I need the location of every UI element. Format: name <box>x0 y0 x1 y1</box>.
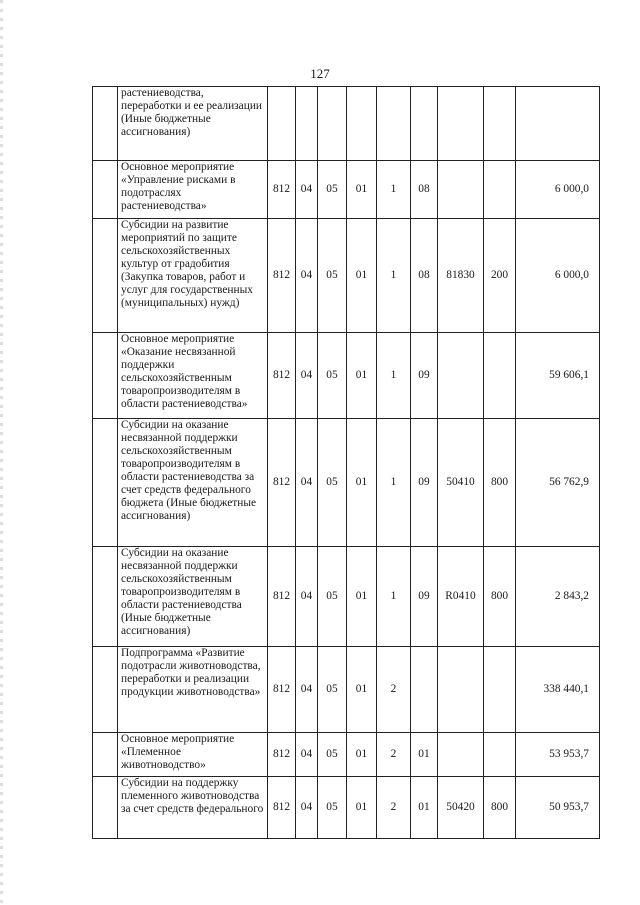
table-row <box>93 419 600 547</box>
cell-subprogram: 1 <box>377 333 411 419</box>
row-name: Основное мероприятие «Племенное животноводство» <box>118 733 268 777</box>
cell-expense-type: 800 <box>484 419 516 547</box>
row-name: растениеводства, переработки и ее реализации (Иные бюджетные ассигнования) <box>118 87 268 161</box>
cell-sum <box>516 87 600 161</box>
cell-activity: 08 <box>411 219 438 333</box>
cell-subprogram: 1 <box>377 419 411 547</box>
cell-activity <box>411 87 438 161</box>
cell-subsection: 05 <box>318 161 347 219</box>
cell-program: 01 <box>347 733 377 777</box>
cell-admin-code <box>268 87 296 161</box>
row-name: Основное мероприятие «Управление рисками в подотраслях растениеводства» <box>118 161 268 219</box>
row-name: Субсидии на оказание несвязанной поддержки сельскохозяйственным товаропроизводителям в области растениеводства за счет средств федерального бюджета (Иные бюджетные ассигнования) <box>118 419 268 547</box>
budget-table <box>92 86 600 839</box>
cell-admin-code: 812 <box>268 219 296 333</box>
table-row <box>93 547 600 647</box>
table-row <box>93 733 600 777</box>
cell-activity: 09 <box>411 547 438 647</box>
cell-direction: 50410 <box>438 419 484 547</box>
cell-subsection: 05 <box>318 647 347 733</box>
blank-cell <box>93 219 118 333</box>
row-name: Основное мероприятие «Оказание несвязанной поддержки сельскохозяйственным товаропроизводителям в области растениеводства» <box>118 333 268 419</box>
cell-sum: 6 000,0 <box>516 219 600 333</box>
blank-cell <box>93 87 118 161</box>
cell-admin-code: 812 <box>268 419 296 547</box>
cell-expense-type <box>484 87 516 161</box>
cell-expense-type: 800 <box>484 547 516 647</box>
cell-subprogram: 1 <box>377 161 411 219</box>
cell-section: 04 <box>296 547 318 647</box>
cell-sum: 53 953,7 <box>516 733 600 777</box>
cell-direction <box>438 333 484 419</box>
cell-subprogram: 2 <box>377 733 411 777</box>
blank-cell <box>93 419 118 547</box>
cell-section: 04 <box>296 333 318 419</box>
cell-activity: 01 <box>411 777 438 839</box>
row-name: Субсидии на развитие мероприятий по защите сельскохозяйственных культур от градобития (Закупка товаров, работ и услуг для государственных (муниципальных) нужд) <box>118 219 268 333</box>
blank-cell <box>93 647 118 733</box>
row-name: Субсидии на поддержку племенного животноводства за счет средств федерального <box>118 777 268 839</box>
cell-program: 01 <box>347 647 377 733</box>
blank-cell <box>93 333 118 419</box>
cell-sum: 6 000,0 <box>516 161 600 219</box>
cell-program: 01 <box>347 333 377 419</box>
cell-program: 01 <box>347 777 377 839</box>
cell-subprogram: 2 <box>377 647 411 733</box>
cell-sum: 50 953,7 <box>516 777 600 839</box>
cell-activity <box>411 647 438 733</box>
blank-cell <box>93 161 118 219</box>
cell-admin-code: 812 <box>268 547 296 647</box>
page-number: 127 <box>310 66 330 81</box>
blank-cell <box>93 733 118 777</box>
cell-direction <box>438 733 484 777</box>
cell-subprogram <box>377 87 411 161</box>
cell-activity: 01 <box>411 733 438 777</box>
cell-admin-code: 812 <box>268 733 296 777</box>
cell-section: 04 <box>296 647 318 733</box>
cell-direction <box>438 647 484 733</box>
row-name: Субсидии на оказание несвязанной поддержки сельскохозяйственным товаропроизводителям в области растениеводства (Иные бюджетные ассигнования) <box>118 547 268 647</box>
cell-subsection: 05 <box>318 777 347 839</box>
cell-subprogram: 1 <box>377 219 411 333</box>
cell-program: 01 <box>347 219 377 333</box>
cell-section: 04 <box>296 733 318 777</box>
cell-subsection: 05 <box>318 547 347 647</box>
table-row <box>93 161 600 219</box>
cell-admin-code: 812 <box>268 647 296 733</box>
cell-direction <box>438 87 484 161</box>
scan-edge-mark <box>0 0 3 905</box>
table-row <box>93 777 600 839</box>
cell-sum: 56 762,9 <box>516 419 600 547</box>
cell-activity: 09 <box>411 333 438 419</box>
cell-section: 04 <box>296 777 318 839</box>
cell-section: 04 <box>296 419 318 547</box>
cell-sum: 59 606,1 <box>516 333 600 419</box>
cell-admin-code: 812 <box>268 333 296 419</box>
cell-activity: 09 <box>411 419 438 547</box>
cell-subprogram: 2 <box>377 777 411 839</box>
cell-expense-type <box>484 333 516 419</box>
cell-subprogram: 1 <box>377 547 411 647</box>
cell-expense-type <box>484 733 516 777</box>
cell-admin-code: 812 <box>268 161 296 219</box>
cell-expense-type <box>484 161 516 219</box>
table-row <box>93 647 600 733</box>
cell-section: 04 <box>296 161 318 219</box>
cell-expense-type: 800 <box>484 777 516 839</box>
cell-program: 01 <box>347 161 377 219</box>
cell-direction: 81830 <box>438 219 484 333</box>
table-row <box>93 333 600 419</box>
cell-program: 01 <box>347 547 377 647</box>
table-row <box>93 87 600 161</box>
cell-subsection: 05 <box>318 333 347 419</box>
cell-expense-type: 200 <box>484 219 516 333</box>
cell-subsection: 05 <box>318 219 347 333</box>
row-name: Подпрограмма «Развитие подотрасли животноводства, переработки и реализации продукции животноводства» <box>118 647 268 733</box>
cell-expense-type <box>484 647 516 733</box>
cell-subsection: 05 <box>318 733 347 777</box>
cell-section <box>296 87 318 161</box>
cell-subsection: 05 <box>318 419 347 547</box>
cell-admin-code: 812 <box>268 777 296 839</box>
cell-direction: R0410 <box>438 547 484 647</box>
cell-sum: 2 843,2 <box>516 547 600 647</box>
cell-activity: 08 <box>411 161 438 219</box>
cell-direction: 50420 <box>438 777 484 839</box>
blank-cell <box>93 777 118 839</box>
cell-program: 01 <box>347 419 377 547</box>
cell-section: 04 <box>296 219 318 333</box>
cell-subsection <box>318 87 347 161</box>
cell-direction <box>438 161 484 219</box>
cell-program <box>347 87 377 161</box>
cell-sum: 338 440,1 <box>516 647 600 733</box>
table-row <box>93 219 600 333</box>
blank-cell <box>93 547 118 647</box>
